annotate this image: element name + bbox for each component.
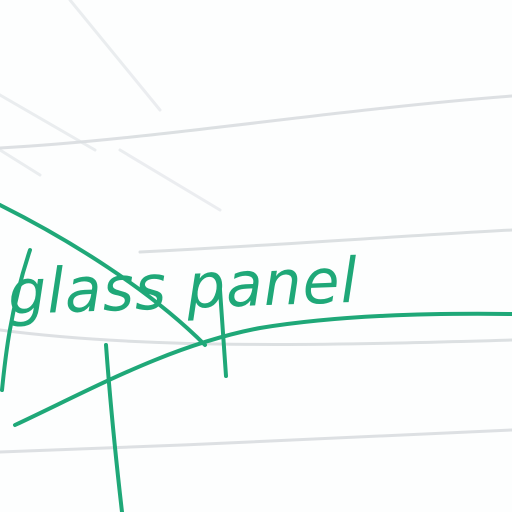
- handwritten-label: glass panel: [6, 243, 372, 329]
